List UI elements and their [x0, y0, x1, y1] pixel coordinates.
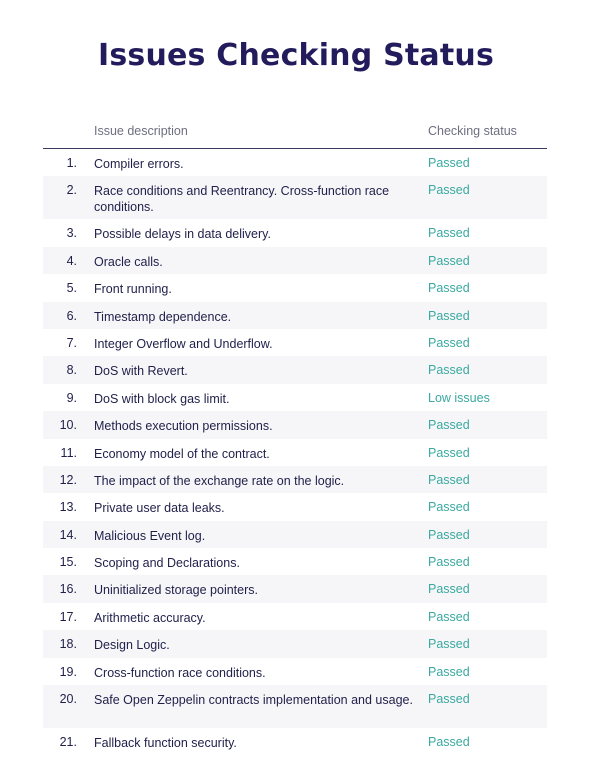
row-number: 7.: [66, 335, 77, 350]
row-number: 21.: [59, 735, 77, 750]
row-number: 3.: [66, 226, 77, 241]
row-number: 2.: [66, 183, 77, 198]
table-body: [43, 149, 547, 755]
row-status: Passed: [428, 609, 470, 624]
row-status: Passed: [428, 527, 470, 542]
table-row: [43, 176, 547, 219]
row-number: 1.: [66, 156, 77, 170]
row-description: DoS with block gas limit.: [94, 391, 230, 406]
row-status: Passed: [428, 335, 470, 350]
table-row: [43, 575, 547, 602]
row-description: Malicious Event log.: [94, 528, 206, 543]
table-header: [43, 118, 547, 149]
row-description: Integer Overflow and Underflow.: [94, 336, 273, 351]
row-description: Possible delays in data delivery.: [94, 227, 271, 242]
row-number: 6.: [66, 308, 77, 323]
row-number: 5.: [66, 281, 77, 296]
table-row: [43, 302, 547, 329]
table-row: [43, 630, 547, 657]
row-number: 15.: [59, 555, 77, 570]
row-status: Passed: [428, 735, 470, 750]
row-number: 9.: [66, 390, 77, 405]
row-description: Scoping and Declarations.: [94, 556, 240, 571]
table-row: [43, 384, 547, 411]
row-description: The impact of the exchange rate on the logic.: [94, 473, 345, 488]
row-description: Design Logic.: [94, 638, 170, 653]
row-number: 17.: [59, 609, 77, 624]
row-status: Passed: [428, 226, 470, 241]
table-row: [43, 149, 547, 176]
row-status: Passed: [428, 281, 470, 296]
table-row: [43, 247, 547, 274]
table-row: [43, 548, 547, 575]
row-description: Private user data leaks.: [94, 501, 225, 516]
header-checking-status: Checking status: [428, 124, 517, 138]
row-status: Passed: [428, 308, 470, 323]
table-row: [43, 728, 547, 755]
row-number: 8.: [66, 363, 77, 378]
table-row: [43, 329, 547, 356]
row-description: Safe Open Zeppelin contracts implementation and usage.: [94, 693, 413, 708]
row-description: Compiler errors.: [94, 157, 184, 171]
row-description: DoS with Revert.: [94, 364, 188, 379]
row-status: Passed: [428, 363, 470, 378]
row-number: 14.: [59, 527, 77, 542]
table-row: [43, 521, 547, 548]
table-row: [43, 685, 547, 728]
row-description: Timestamp dependence.: [94, 309, 232, 324]
row-number: 19.: [59, 664, 77, 679]
table-row: [43, 658, 547, 685]
table-row: [43, 274, 547, 301]
row-number: 10.: [59, 418, 77, 433]
row-status: Passed: [428, 664, 470, 679]
row-description: Economy model of the contract.: [94, 446, 270, 461]
header-issue-description: Issue description: [94, 124, 188, 138]
row-status: Passed: [428, 637, 470, 652]
row-number: 18.: [59, 637, 77, 652]
row-status: Passed: [428, 472, 470, 487]
row-description: Front running.: [94, 282, 172, 297]
row-number: 13.: [59, 500, 77, 515]
table-row: [43, 439, 547, 466]
row-description: Arithmetic accuracy.: [94, 610, 206, 625]
row-number: 16.: [59, 582, 77, 597]
table-row: [43, 411, 547, 438]
page-title: Issues Checking Status: [97, 38, 495, 73]
row-number: 12.: [59, 472, 77, 487]
row-description: Fallback function security.: [94, 736, 237, 751]
issues-table: [43, 118, 547, 755]
row-status: Passed: [428, 253, 470, 268]
row-number: 20.: [59, 692, 77, 707]
row-status: Low issues: [428, 390, 490, 405]
row-status: Passed: [428, 183, 470, 198]
table-row: [43, 603, 547, 630]
row-status: Passed: [428, 582, 470, 597]
row-status: Passed: [428, 445, 470, 460]
table-row: [43, 219, 547, 246]
row-description: Race conditions and Reentrancy. Cross-function race conditions.: [94, 184, 390, 215]
row-status: Passed: [428, 500, 470, 515]
row-status: Passed: [428, 692, 470, 707]
row-description: Uninitialized storage pointers.: [94, 583, 258, 598]
table-row: [43, 356, 547, 383]
row-status: Passed: [428, 555, 470, 570]
table-row: [43, 466, 547, 493]
row-number: 4.: [66, 253, 77, 268]
table-row: [43, 493, 547, 520]
row-description: Oracle calls.: [94, 254, 163, 269]
row-status: Passed: [428, 418, 470, 433]
row-status: Passed: [428, 156, 470, 170]
row-number: 11.: [60, 445, 77, 460]
row-description: Cross-function race conditions.: [94, 665, 266, 680]
row-description: Methods execution permissions.: [94, 419, 273, 434]
